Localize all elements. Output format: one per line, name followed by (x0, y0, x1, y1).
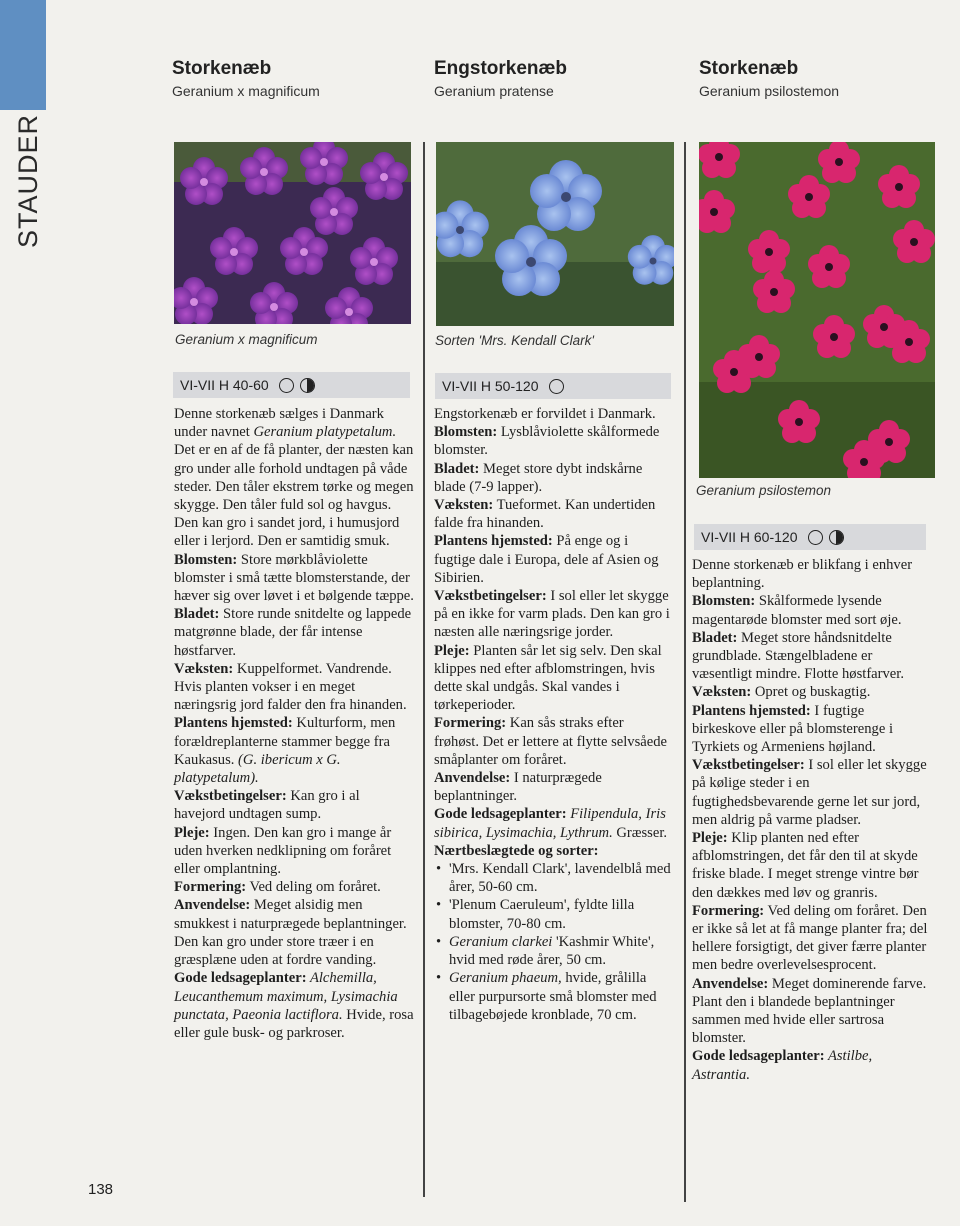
paragraph-text: Opret og buskagtig. (751, 684, 871, 701)
list-item-text: Geranium clarkei (449, 933, 553, 950)
description-paragraph (434, 460, 672, 496)
description-paragraph (434, 405, 672, 423)
description-paragraph (174, 878, 414, 896)
paragraph-label: Bladet: (174, 606, 220, 623)
paragraph-text: Kuppelformet. Vandrende. Hvis planten vokser i en meget næringsrig jord falder den fra hinanden. (174, 660, 407, 714)
bloom-height-text: VI-VII H 60-120 (701, 529, 798, 545)
paragraph-text: Ved deling om foråret. (246, 879, 381, 896)
description-paragraph (692, 756, 928, 829)
paragraph-text: Klip planten ned efter afblomstringen, det får den til at skyde friske blade. I meget strenge vintre bør den dækkes med løv og granris. (692, 830, 919, 901)
paragraph-text: Kulturform, men forældreplanterne stammer begge fra Kaukasus. (174, 715, 396, 768)
paragraph-label: Blomsten: (434, 424, 498, 441)
bloom-height-text: VI-VII H 50-120 (442, 378, 539, 394)
plant-header-1 (172, 58, 412, 99)
description-paragraph (174, 787, 414, 823)
paragraph-text: Lysblåviolette skålformede blomster. (434, 424, 660, 459)
list-item-text: 'Mrs. Kendall Clark', lavendelblå med årer, 50-60 cm. (449, 861, 671, 896)
paragraph-text: Planten sår let sig selv. Den skal klippes ned efter afblomstringen, hvis dette skal undgås. Skal vandes i tørkeperioder. (434, 642, 662, 714)
sun-icon (808, 530, 823, 545)
paragraph-label: Plantens hjemsted: (434, 533, 553, 550)
description-paragraph (174, 551, 414, 606)
plant-latin-name: Geranium x magnificum (172, 83, 320, 99)
paragraph-label: Væksten: (174, 660, 234, 677)
paragraph-label: Pleje: (692, 830, 728, 847)
description-paragraph (692, 829, 928, 902)
paragraph-label: Gode ledsageplanter: (174, 970, 307, 987)
paragraph-text: Det er en af de få planter, der næsten kan gro under alle forhold undtagen på våde steder. Den tåler ekstrem tørke og megen skygge. Den tåler fuld sol og havgus. Den kan gro i sandet jord, i humusjord eller i lerjord. Den er samtidig smuk. (174, 442, 414, 550)
description-paragraph (434, 805, 672, 841)
paragraph-text: På enge og i fugtige dale i Europa, dele af Asien og Sibirien. (434, 533, 659, 586)
paragraph-label: Gode ledsageplanter: (692, 1048, 825, 1065)
description-paragraph (174, 896, 414, 969)
photo-caption: Geranium psilostemon (696, 483, 832, 498)
relatives-list (434, 860, 672, 1024)
description-paragraph (692, 683, 928, 701)
description-paragraph (174, 969, 414, 1042)
paragraph-text: Græsser. (612, 824, 668, 841)
page-number: 138 (88, 1181, 114, 1198)
paragraph-label: Blomsten: (174, 551, 238, 568)
column-divider (684, 142, 686, 1202)
paragraph-text: Meget store dybt indskårne blade (7-9 lapper). (434, 460, 643, 495)
paragraph-text: Astilbe, Astrantia. (692, 1048, 873, 1083)
plant-description-1 (174, 405, 414, 1042)
paragraph-text: Geranium platypetalum. (253, 424, 397, 441)
paragraph-text: Store runde snitdelte og lappede matgrønne blade, der får intense høstfarver. (174, 606, 412, 659)
relatives-list-item (449, 933, 672, 969)
flower-photo-psilostemon (699, 142, 935, 478)
paragraph-text: Tueformet. Kan undertiden falde fra hinanden. (434, 497, 656, 532)
description-paragraph (692, 629, 928, 684)
sun-icon (549, 379, 564, 394)
paragraph-label: Væksten: (434, 497, 494, 514)
description-paragraph (434, 769, 672, 805)
description-paragraph (174, 605, 414, 660)
paragraph-label: Pleje: (174, 824, 210, 841)
photo-caption: Sorten 'Mrs. Kendall Clark' (435, 333, 594, 348)
plant-description-2 (434, 405, 672, 1024)
description-paragraph (692, 902, 928, 975)
paragraph-label: Vækstbetingelser: (174, 788, 287, 805)
sun-icon (279, 378, 294, 393)
paragraph-label: Vækstbetingelser: (692, 757, 805, 774)
paragraph-text: I sol eller let skygge på kølige steder i en fugtighedsbevarende gerne let sur jord, men aldrig på varme pladser. (692, 757, 927, 828)
description-paragraph (174, 714, 414, 787)
half-shade-icon (829, 530, 844, 545)
section-color-tab (0, 0, 46, 110)
paragraph-label: Formering: (692, 902, 765, 919)
paragraph-label: Plantens hjemsted: (174, 715, 293, 732)
paragraph-label: Gode ledsageplanter: (434, 806, 567, 823)
description-paragraph (692, 975, 928, 1048)
plant-latin-name: Geranium psilostemon (699, 83, 840, 99)
photo-caption: Geranium x magnificum (175, 332, 318, 347)
section-label-text: STAUDER (13, 113, 43, 248)
paragraph-text: Kan sås straks efter frøhøst. Det er lettere at flytte selvsåede småplanter om foråret. (434, 715, 667, 768)
description-paragraph (434, 587, 672, 642)
paragraph-text: Ingen. Den kan gro i mange år uden hverken nedklipning om foråret eller omplantning. (174, 824, 392, 878)
plant-latin-name: Geranium pratense (434, 83, 554, 99)
paragraph-text: Store mørkblåviolette blomster i små tætte blomsterstande, der hæver sig over løvet i et bølgende tæppe. (174, 551, 414, 605)
section-label (5, 113, 45, 250)
paragraph-text: Meget alsidig men smukkest i naturprægede beplantninger. Den kan gro under store træer i en græsplæne uden at fordre vanding. (174, 897, 407, 969)
half-shade-icon (300, 378, 315, 393)
list-item-text: 'Plenum Caeruleum', fyldte lilla blomster, 70-80 cm. (449, 897, 635, 932)
relatives-heading: Nærtbeslægtede og sorter: (434, 842, 599, 859)
description-paragraph (434, 714, 672, 769)
description-paragraph (692, 702, 928, 757)
plant-title: Engstorkenæb (434, 58, 568, 79)
plant-description-3 (692, 556, 928, 1084)
flower-photo-pratense (436, 142, 674, 326)
plant-header-2 (434, 58, 674, 99)
plant-header-3 (699, 58, 939, 99)
paragraph-text: Skålformede lysende magentarøde blomster med sort øje. (692, 593, 902, 628)
column-divider (423, 142, 425, 1197)
paragraph-text: Denne storkenæb er blikfang i enhver beplantning. (692, 557, 913, 592)
relatives-list-item (449, 860, 672, 896)
description-paragraph (434, 496, 672, 532)
paragraph-label: Bladet: (434, 460, 480, 477)
paragraph-label: Anvendelse: (692, 975, 769, 992)
description-paragraph (692, 1047, 928, 1083)
description-paragraph (434, 642, 672, 715)
paragraph-label: Formering: (434, 715, 507, 732)
bloom-height-bar (173, 372, 410, 398)
paragraph-label: Anvendelse: (434, 770, 511, 787)
description-paragraph (434, 423, 672, 459)
paragraph-text: Meget store håndsnitdelte grundblade. Stængelbladene er væsentligt mindre. Flotte høstfarver. (692, 629, 904, 683)
description-paragraph (174, 824, 414, 879)
paragraph-text: Alchemilla, Leucanthemum maximum, Lysimachia punctata, Paeonia lactiflora. (174, 970, 398, 1023)
paragraph-text: Hvide, rosa eller gule busk- og parkroser. (174, 1006, 414, 1041)
paragraph-label: Pleje: (434, 642, 470, 659)
description-paragraph (174, 660, 414, 715)
list-item-text: Geranium phaeum, (449, 970, 562, 987)
flower-photo-magnificum (174, 142, 411, 324)
plant-title: Storkenæb (699, 58, 799, 79)
paragraph-label: Væksten: (692, 684, 752, 701)
paragraph-text: I sol eller let skygge på en ikke for varm plads. Den kan gro i næsten alle næringsrige jorder. (434, 588, 670, 641)
relatives-list-item (449, 969, 672, 1024)
description-paragraph (692, 592, 928, 628)
paragraph-text: I fugtige birkeskove eller på blomsterenge i Tyrkiets og Armeniens højland. (692, 702, 893, 756)
paragraph-label: Vækstbetingelser: (434, 588, 547, 605)
relatives-list-item (449, 896, 672, 932)
paragraph-text: Kan gro i al havejord undtagen sump. (174, 788, 360, 823)
paragraph-text: I naturprægede beplantninger. (434, 770, 602, 805)
bloom-height-text: VI-VII H 40-60 (180, 377, 269, 393)
list-item-text: hvide, grålilla eller purpursorte små blomster med tilbagebøjede kronblade, 70 cm. (449, 970, 657, 1023)
paragraph-text: Filipendula, Iris sibirica, Lysimachia, Lythrum. (434, 806, 666, 841)
paragraph-text: Meget dominerende farve. Plant den i blandede beplantninger sammen med hvide eller sartrosa blomster. (692, 975, 927, 1047)
list-item-text: 'Kashmir White', hvid med røde årer, 50 cm. (449, 933, 655, 969)
paragraph-label: Bladet: (692, 629, 738, 646)
paragraph-text: (G. ibericum x G. platypetalum). (174, 751, 341, 787)
description-paragraph (434, 532, 672, 587)
bloom-height-bar (694, 524, 926, 550)
bloom-height-bar (435, 373, 671, 399)
description-paragraph (174, 405, 414, 551)
paragraph-label: Plantens hjemsted: (692, 702, 811, 719)
paragraph-label: Formering: (174, 879, 247, 896)
paragraph-label: Blomsten: (692, 593, 756, 610)
paragraph-text: Ved deling om foråret. Den er ikke så let at få mange planter fra; del hellere forsigtigt, det giver færre planter men bedre overlevelsesprocent. (692, 902, 928, 974)
plant-title: Storkenæb (172, 58, 272, 79)
paragraph-text: Engstorkenæb er forvildet i Danmark. (434, 406, 656, 422)
paragraph-text: Denne storkenæb sælges i Danmark under navnet (174, 406, 384, 441)
paragraph-label: Anvendelse: (174, 897, 251, 914)
description-paragraph (692, 556, 928, 592)
